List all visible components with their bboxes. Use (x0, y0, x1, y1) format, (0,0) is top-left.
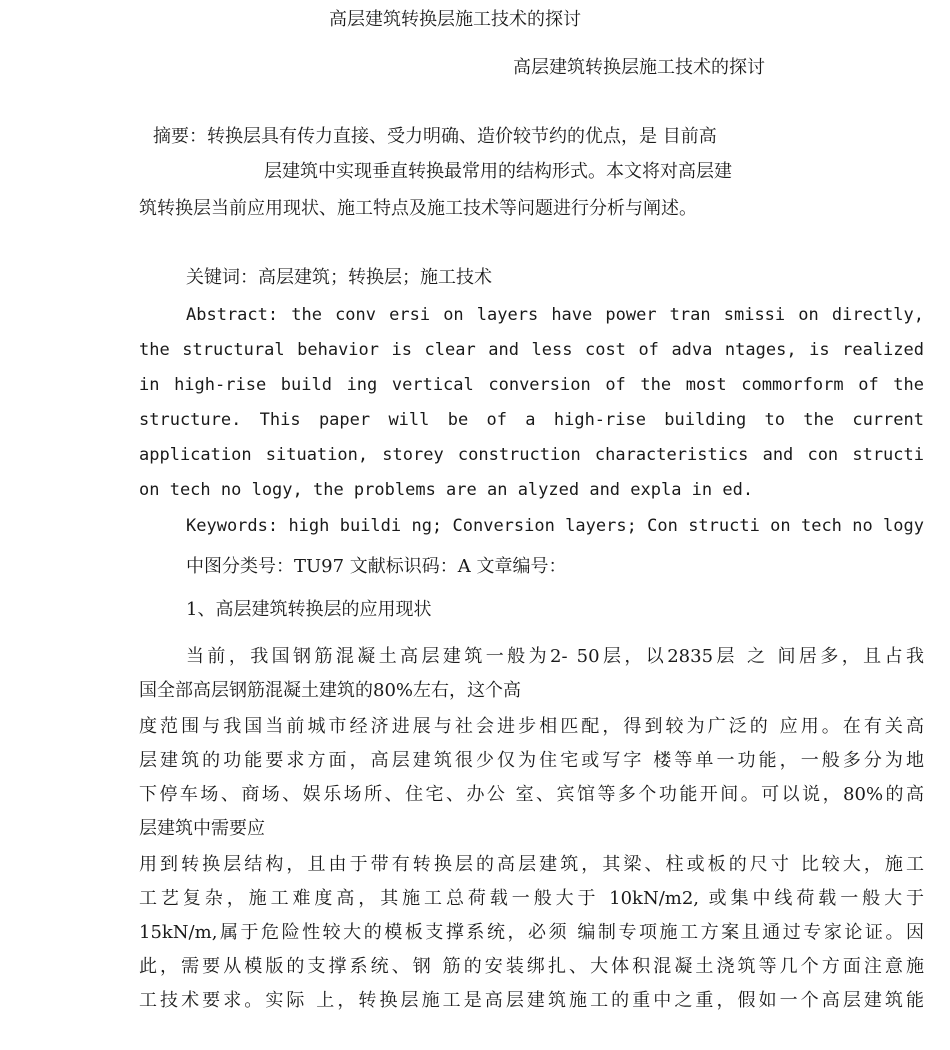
abstract-en-line-6: on tech no logy, the problems are an alyzed and expla in ed. (139, 480, 754, 500)
section-heading: 1、高层建筑转换层的应用现状 (186, 599, 432, 620)
abstract-en-line-5: application situation, storey construction characteristics and con structi (139, 445, 924, 465)
body-line-8: 工艺复杂，施工难度高，其施工总荷载一般大于 10kN/m2, 或集中线荷载一般大于 (139, 888, 924, 909)
abstract-en-line-2: the structural behavior is clear and less cost of adva ntages, is realized (139, 340, 924, 360)
abstract-en-line-3: in high-rise build ing vertical conversion of the most commorform of the (139, 375, 924, 395)
document-title: 高层建筑转换层施工技术的探讨 (329, 9, 581, 30)
body-line-2: 国全部高层钢筋混凝土建筑的80%左右，这个高 (139, 680, 522, 701)
body-line-10: 此，需要从模版的支撑系统、钢 筋的安装绑扎、大体积混凝土浇筑等几个方面注意施 (139, 956, 924, 977)
classification-line: 中图分类号：TU97 文献标识码：A 文章编号： (186, 556, 567, 577)
keywords-en: Keywords: high buildi ng; Conversion layers; Con structi on tech no logy (186, 516, 924, 536)
document-subtitle: 高层建筑转换层施工技术的探讨 (513, 57, 765, 78)
body-line-5: 下停车场、商场、娱乐场所、住宅、办公 室、宾馆等多个功能开间。可以说，80%的高 (139, 784, 924, 805)
body-line-1: 当前，我国钢筋混凝土高层建筑一般为2- 50层，以2835层 之 间居多，且占我 (186, 646, 924, 667)
abstract-zh-line-1: 摘要：转换层具有传力直接、受力明确、造价较节约的优点，是 目前高 (153, 126, 717, 147)
body-line-3: 度范围与我国当前城市经济进展与社会进步相匹配，得到较为广泛的 应用。在有关高 (139, 716, 924, 737)
abstract-zh-line-2: 层建筑中实现垂直转换最常用的结构形式。本文将对高层建 (264, 161, 732, 182)
body-line-9: 15kN/m,属于危险性较大的模板支撑系统，必须 编制专项施工方案且通过专家论证。因 (139, 922, 924, 943)
body-line-7: 用到转换层结构，且由于带有转换层的高层建筑，其梁、柱或板的尺寸 比较大，施工 (139, 854, 924, 875)
body-line-4: 层建筑的功能要求方面，高层建筑很少仅为住宅或写字 楼等单一功能，一般多分为地 (139, 750, 924, 771)
abstract-en-line-4: structure. This paper will be of a high-rise building to the current (139, 410, 924, 430)
body-line-11: 工技术要求。实际 上，转换层施工是高层建筑施工的重中之重，假如一个高层建筑能 (139, 990, 924, 1011)
abstract-zh-line-3: 筑转换层当前应用现状、施工特点及施工技术等问题进行分析与阐述。 (139, 198, 697, 219)
abstract-en-line-1: Abstract: the conv ersi on layers have power tran smissi on directly, (186, 305, 924, 325)
keywords-zh: 关键词：高层建筑；转换层；施工技术 (186, 267, 492, 288)
body-line-6: 层建筑中需要应 (139, 818, 265, 839)
